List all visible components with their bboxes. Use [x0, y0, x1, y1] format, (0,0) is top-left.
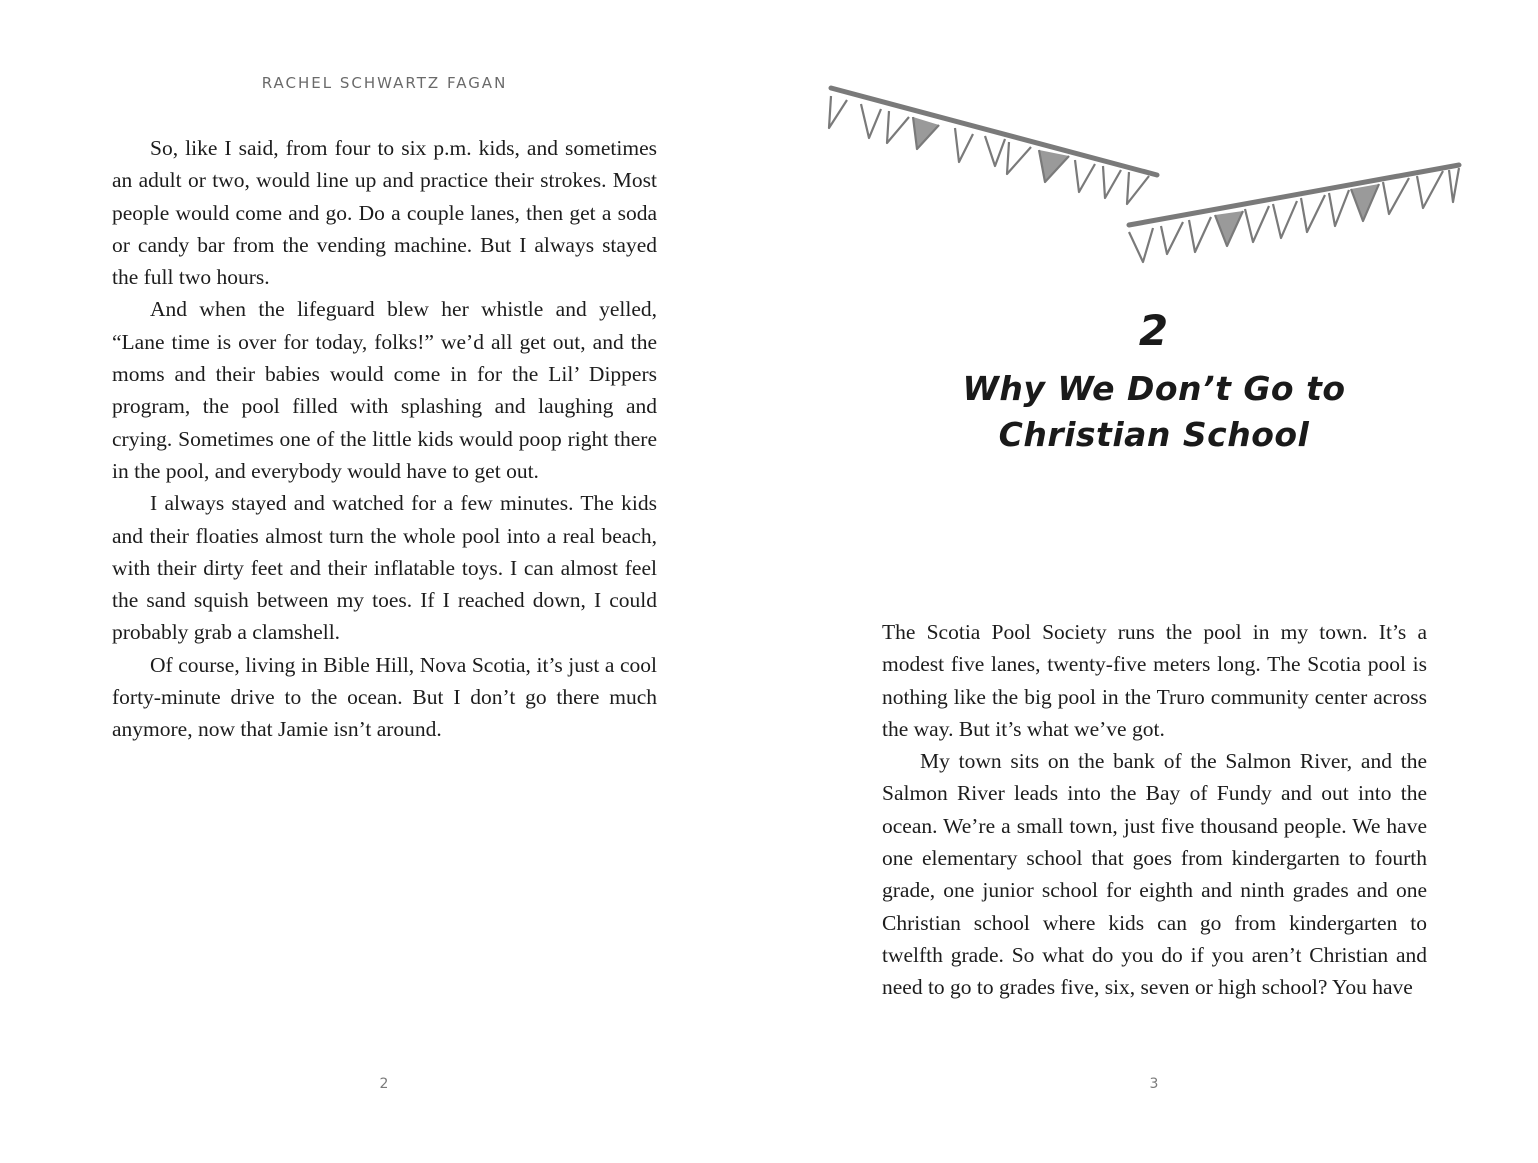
- running-head-author: RACHEL SCHWARTZ FAGAN: [261, 74, 508, 92]
- left-page-body: [112, 132, 657, 746]
- chapter-title-line: Christian School: [998, 415, 1310, 454]
- paragraph: I always stayed and watched for a few minutes. The kids and their floaties almost turn the whole pool into a real beach, with their dirty feet and their inflatable toys. I can almost feel the sand squish between my toes. If I reached down, I could probably grab a clamshell.: [112, 491, 657, 645]
- chapter-title: [929, 366, 1379, 458]
- chapter-number: 2: [1138, 306, 1169, 355]
- paragraph: The Scotia Pool Society runs the pool in my town. It’s a modest five lanes, twenty-five meters long. The Scotia pool is nothing like the big pool in the Truro community center across the way. But it’s what we’ve got.: [882, 620, 1427, 741]
- page-number: 3: [1149, 1076, 1159, 1092]
- right-page-body: [882, 616, 1427, 1004]
- chapter-title-line: Why We Don’t Go to: [962, 369, 1346, 408]
- paragraph: And when the lifeguard blew her whistle and yelled, “Lane time is over for today, folks!” we’d all get out, and the moms and their babies would come in for the Lil’ Dippers program, the pool filled with splashing and laughing and crying. Sometimes one of the little kids would poop right there in the pool, and everybody would have to get out.: [112, 297, 657, 483]
- paragraph: Of course, living in Bible Hill, Nova Scotia, it’s just a cool forty-minute drive to the ocean. But I don’t go there much anymore, now that Jamie isn’t around.: [112, 652, 657, 742]
- paragraph: My town sits on the bank of the Salmon River, and the Salmon River leads into the Bay of Fundy and out into the ocean. We’re a small town, just five thousand people. We have one elementary school that goes from kindergarten to fourth grade, one junior school for eighth and ninth grades and one Christian school where kids can go from kindergarten to twelfth grade. So what do you do if you aren’t Christian and need to go to grades five, six, seven or high school? You have: [882, 749, 1427, 1000]
- page-number: 2: [379, 1076, 389, 1092]
- paragraph: So, like I said, from four to six p.m. kids, and sometimes an adult or two, would line up and practice their strokes. Most people would come and go. Do a couple lanes, then get a soda or candy bar from the vending machine. But I always stayed the full two hours.: [112, 136, 657, 290]
- right-page: [769, 0, 1538, 1163]
- bunting-flags-illustration: [769, 0, 1538, 280]
